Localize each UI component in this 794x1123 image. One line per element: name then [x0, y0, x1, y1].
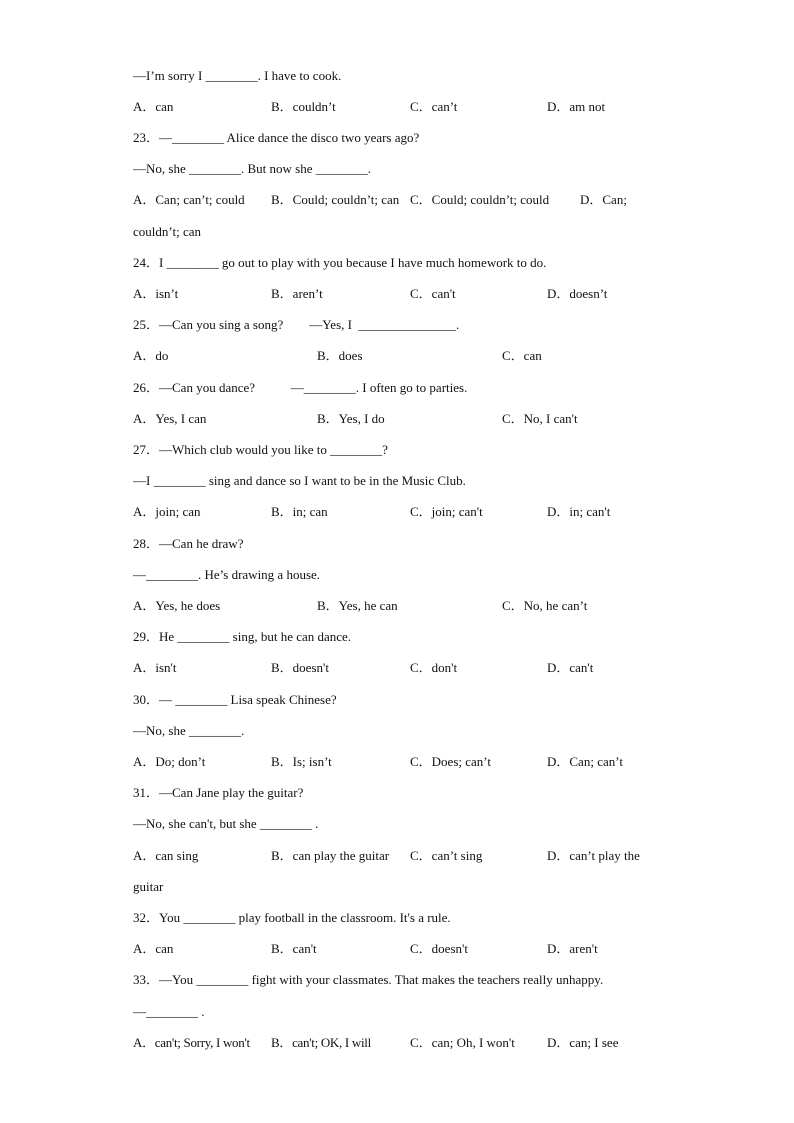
- q22-option-a: A．can: [133, 99, 174, 114]
- q24-option-c: C．can't: [410, 286, 456, 301]
- q31-response: —No, she can't, but she ________ .: [133, 816, 319, 831]
- q24-option-b: B．aren’t: [271, 286, 323, 301]
- q32-option-a: A．can: [133, 941, 174, 956]
- q30-response: —No, she ________.: [133, 723, 245, 738]
- q23-option-d-wrap: couldn’t; can: [133, 224, 201, 239]
- q29-option-b: B．doesn't: [271, 660, 329, 675]
- q33-stem: 33．—You ________ fight with your classmates. That makes the teachers really unhappy.: [133, 972, 604, 987]
- q25-option-c: C．can: [502, 348, 542, 363]
- q23-response: —No, she ________. But now she ________.: [133, 161, 371, 176]
- q32-stem: 32．You ________ play football in the classroom. It's a rule.: [133, 910, 451, 925]
- q28-option-c: C．No, he can’t: [502, 598, 588, 613]
- q31-option-b: B．can play the guitar: [271, 848, 390, 863]
- q27-response: —I ________ sing and dance so I want to be in the Music Club.: [133, 473, 466, 488]
- q26-stem: 26．—Can you dance? —________. I often go to parties.: [133, 380, 468, 395]
- q24-option-d: D．doesn’t: [547, 286, 608, 301]
- q22-option-d: D．am not: [547, 99, 606, 114]
- q33-response: —________ .: [133, 1004, 205, 1019]
- q31-option-d-wrap: guitar: [133, 879, 164, 894]
- q26-option-c: C．No, I can't: [502, 411, 578, 426]
- q30-option-d: D．Can; can’t: [547, 754, 623, 769]
- q28-option-a: A．Yes, he does: [133, 598, 221, 613]
- q25-option-a: A．do: [133, 348, 169, 363]
- q23-option-d: D．Can;: [580, 192, 627, 207]
- q22-option-c: C．can’t: [410, 99, 458, 114]
- q24-stem: 24．I ________ go out to play with you because I have much homework to do.: [133, 255, 547, 270]
- q29-option-c: C．don't: [410, 660, 458, 675]
- q27-option-b: B．in; can: [271, 504, 328, 519]
- q30-option-b: B．Is; isn’t: [271, 754, 332, 769]
- q31-option-a: A．can sing: [133, 848, 199, 863]
- q30-option-c: C．Does; can’t: [410, 754, 491, 769]
- q29-option-a: A．isn't: [133, 660, 177, 675]
- q31-option-c: C．can’t sing: [410, 848, 483, 863]
- q32-option-c: C．doesn't: [410, 941, 468, 956]
- q22-response: —I’m sorry I ________. I have to cook.: [133, 68, 342, 83]
- q33-option-b: B．can't; OK, I will: [271, 1035, 371, 1050]
- q29-stem: 29．He ________ sing, but he can dance.: [133, 629, 352, 644]
- q27-stem: 27．—Which club would you like to ________?: [133, 442, 388, 457]
- q28-stem: 28．—Can he draw?: [133, 536, 244, 551]
- q28-option-b: B．Yes, he can: [317, 598, 398, 613]
- q31-option-d: D．can’t play the: [547, 848, 640, 863]
- q28-response: —________. He’s drawing a house.: [133, 567, 321, 582]
- q27-option-a: A．join; can: [133, 504, 201, 519]
- q23-option-b: B．Could; couldn’t; can: [271, 192, 400, 207]
- q27-option-d: D．in; can't: [547, 504, 611, 519]
- q25-stem: 25．—Can you sing a song? —Yes, I _______________.: [133, 317, 460, 332]
- q33-option-c: C．can; Oh, I won't: [410, 1035, 515, 1050]
- q29-option-d: D．can't: [547, 660, 594, 675]
- q32-option-b: B．can't: [271, 941, 317, 956]
- q26-option-a: A．Yes, I can: [133, 411, 207, 426]
- q25-option-b: B．does: [317, 348, 363, 363]
- q24-option-a: A．isn’t: [133, 286, 179, 301]
- q23-option-a: A．Can; can’t; could: [133, 192, 245, 207]
- q22-option-b: B．couldn’t: [271, 99, 336, 114]
- q33-option-d: D．can; I see: [547, 1035, 619, 1050]
- q30-option-a: A．Do; don’t: [133, 754, 206, 769]
- q33-option-a: A．can't; Sorry, I won't: [133, 1035, 250, 1050]
- q23-stem: 23．—________ Alice dance the disco two years ago?: [133, 130, 420, 145]
- q30-stem: 30．— ________ Lisa speak Chinese?: [133, 692, 337, 707]
- q23-option-c: C．Could; couldn’t; could: [410, 192, 550, 207]
- q26-option-b: B．Yes, I do: [317, 411, 385, 426]
- q31-stem: 31．—Can Jane play the guitar?: [133, 785, 304, 800]
- q32-option-d: D．aren't: [547, 941, 598, 956]
- q27-option-c: C．join; can't: [410, 504, 483, 519]
